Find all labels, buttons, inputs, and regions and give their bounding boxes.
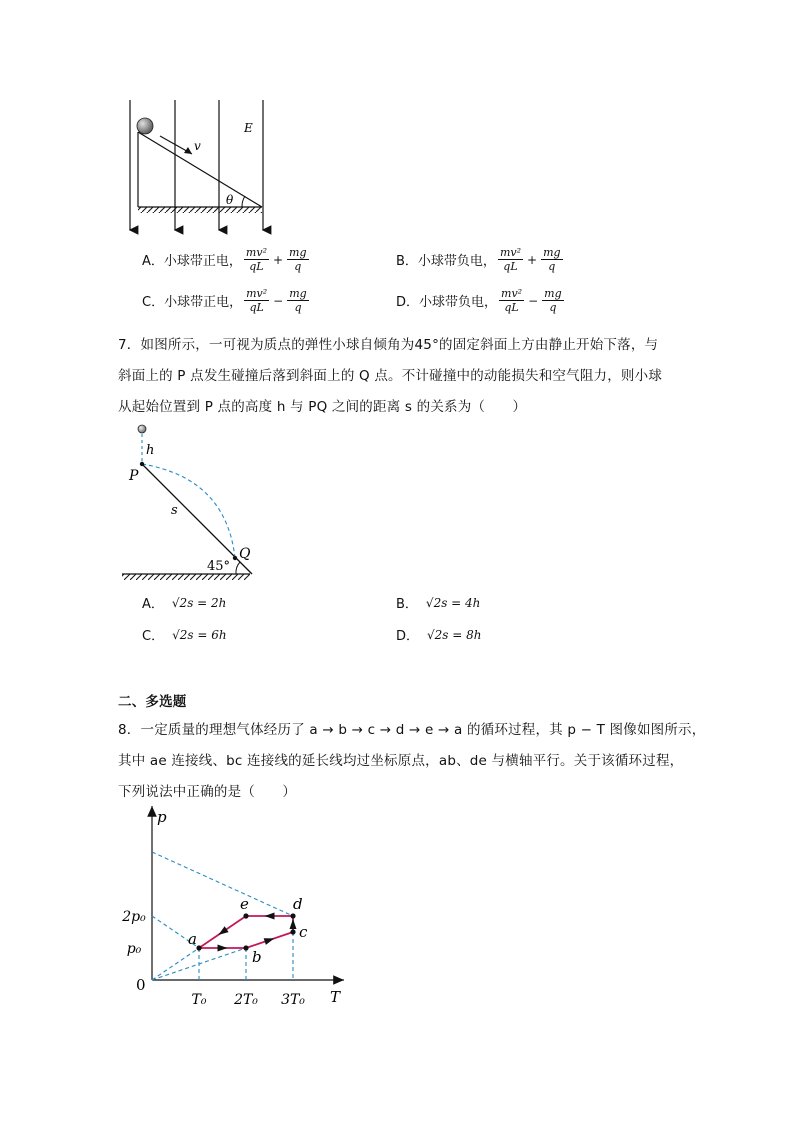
q6-option-a: A． 小球带正电， $\frac{\text{mv²}}{qL}$ + $\frac{mg}{q}$	[142, 246, 307, 273]
q6-option-c: C． 小球带正电， $\frac{\text{mv²}}{qL}$ − $\frac{mg}{q}$	[142, 287, 307, 314]
direction-arrow	[218, 945, 228, 952]
electric-field-figure	[118, 92, 288, 237]
ball	[137, 118, 153, 134]
label-theta: θ	[226, 193, 234, 207]
q7-option-d: D． √2s = 8h	[396, 627, 482, 644]
label-s: s	[171, 503, 178, 518]
label-angle: 45°	[207, 559, 231, 574]
q6-option-b: B． 小球带负电， $\frac{\text{mv²}}{qL}$ + $\frac{mg}{q}$	[396, 246, 561, 273]
state-label-d: d	[293, 895, 303, 913]
q8-line-3: 下列说法中正确的是（ ）	[118, 784, 297, 800]
state-label-a: a	[188, 930, 197, 948]
origin-label: 0	[136, 976, 146, 994]
q7-option-c: C． √2s = 6h	[142, 627, 227, 644]
incline-figure	[118, 418, 258, 580]
q8-line-1: 8．一定质量的理想气体经历了 a → b → c → d → e → a 的循环过程，其 p − T 图像如图所示，	[118, 722, 706, 738]
extension-bc	[152, 948, 246, 980]
direction-arrow	[218, 926, 228, 935]
x-axis-label: T	[330, 988, 341, 1006]
state-point-d	[290, 913, 295, 918]
direction-arrow	[290, 919, 297, 929]
q7-option-b: B． √2s = 4h	[396, 595, 481, 612]
direction-arrow	[264, 938, 275, 945]
ball	[138, 425, 146, 433]
q6-option-d: D． 小球带负电， $\frac{\text{mv²}}{qL}$ − $\frac{mg}{q}$	[396, 287, 562, 314]
state-label-c: c	[299, 923, 308, 941]
q7-line-3: 从起始位置到 P 点的高度 h 与 PQ 之间的距离 s 的关系为（ ）	[118, 399, 527, 415]
state-point-b	[243, 945, 248, 950]
label-q: Q	[239, 546, 251, 562]
extension-ae	[152, 948, 199, 980]
x-tick-label: T₀	[191, 992, 207, 1008]
label-h: h	[146, 443, 155, 458]
y-tick-label: 2p₀	[122, 909, 146, 925]
x-tick-label: 3T₀	[281, 992, 305, 1008]
label-v: v	[194, 139, 201, 153]
q8-line-2: 其中 ae 连接线、bc 连接线的延长线均过坐标原点，ab、de 与横轴平行。关于该循环过程，	[118, 753, 684, 769]
direction-arrow	[265, 913, 275, 920]
state-label-b: b	[252, 948, 262, 966]
guide-2p0	[152, 852, 293, 916]
state-label-e: e	[240, 895, 249, 913]
state-point-c	[290, 929, 295, 934]
q7-option-a: A． √2s = 2h	[142, 595, 227, 612]
q7-line-2: 斜面上的 P 点发生碰撞后落到斜面上的 Q 点。不计碰撞中的动能损失和空气阻力，则小球	[118, 368, 663, 384]
x-tick-label: 2T₀	[234, 992, 258, 1008]
label-e: E	[244, 121, 253, 135]
label-p: P	[129, 468, 139, 484]
y-tick-label: p₀	[126, 941, 142, 957]
state-point-e	[243, 913, 248, 918]
pt-chart	[112, 800, 362, 1015]
y-axis-label: p	[157, 808, 167, 826]
section-title: 二、多选题	[118, 694, 187, 710]
q7-line-1: 7．如图所示，一可视为质点的弹性小球自倾角为45°的固定斜面上方由静止开始下落，与	[118, 337, 659, 353]
state-point-a	[196, 945, 201, 950]
